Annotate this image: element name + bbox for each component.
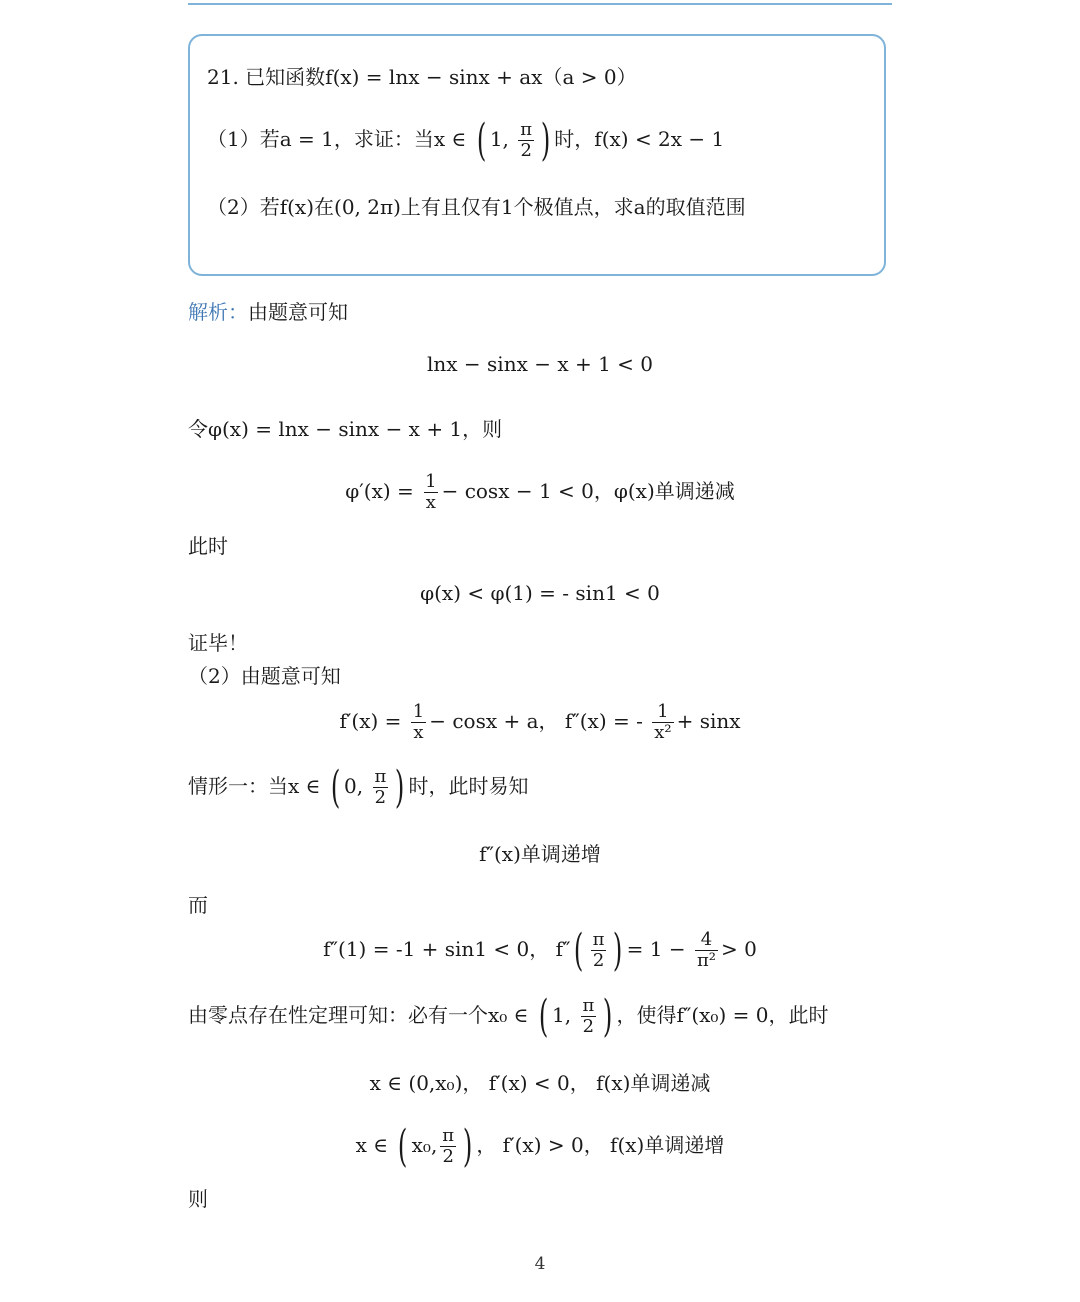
equation-6: f″(1) = -1 + sin1 < 0， f″( $\frac{\pi}{2}$ ) = 1 − $\frac{4}{\text{π²}}$ > 0 <box>323 924 757 976</box>
case-1-line: 情形一：当x ∈ ( 0, $\frac{\pi}{2}$ ) 时，此时易知 <box>188 761 529 813</box>
proof-done: 证毕！ <box>188 631 248 655</box>
ze-line: 则 <box>188 1187 208 1211</box>
er-line: 而 <box>188 893 208 917</box>
page-number: 4 <box>534 1254 546 1274</box>
zero-theorem-line: 由零点存在性定理可知：必有一个x₀ ∈ ( 1, $\frac{\pi}{2}$ ) ，使得f″(x₀) = 0，此时 <box>188 990 829 1042</box>
solution-label: 解析： <box>188 300 248 324</box>
top-rule <box>188 3 892 5</box>
solution-intro: 解析：由题意可知 <box>188 300 348 324</box>
equation-4: f′(x) = $\frac{1}{x}$ − cosx + a， f″(x) = - $\frac{1}{\text{x²}}$ + sinx <box>339 701 741 743</box>
equation-7: x ∈ (0,x₀)， f′(x) < 0， f(x)单调递减 <box>369 1071 711 1095</box>
equation-5: f″(x)单调递增 <box>479 842 601 866</box>
equation-8: x ∈ ( x₀, $\frac{\pi}{2}$ ) ， f′(x) > 0， f(x)单调递增 <box>355 1120 725 1172</box>
part2-intro: （2）由题意可知 <box>188 664 341 688</box>
equation-2: φ′(x) = $\frac{1}{x}$ − cosx − 1 < 0，φ(x)单调递减 <box>345 471 735 513</box>
ci-shi: 此时 <box>188 534 228 558</box>
problem-part1: （1）若a = 1，求证：当x ∈ ( 1, $\frac{\pi}{2}$ ) 时，f(x) < 2x − 1 <box>207 114 725 166</box>
problem-part2: （2）若f(x)在(0, 2π)上有且仅有1个极值点，求a的取值范围 <box>207 195 746 219</box>
let-phi-line: 令φ(x) = lnx − sinx − x + 1，则 <box>188 417 503 441</box>
equation-1: lnx − sinx − x + 1 < 0 <box>427 352 653 376</box>
problem-stem: 21. 已知函数f(x) = lnx − sinx + ax（a > 0） <box>207 65 637 89</box>
equation-3: φ(x) < φ(1) = - sin1 < 0 <box>420 581 660 605</box>
